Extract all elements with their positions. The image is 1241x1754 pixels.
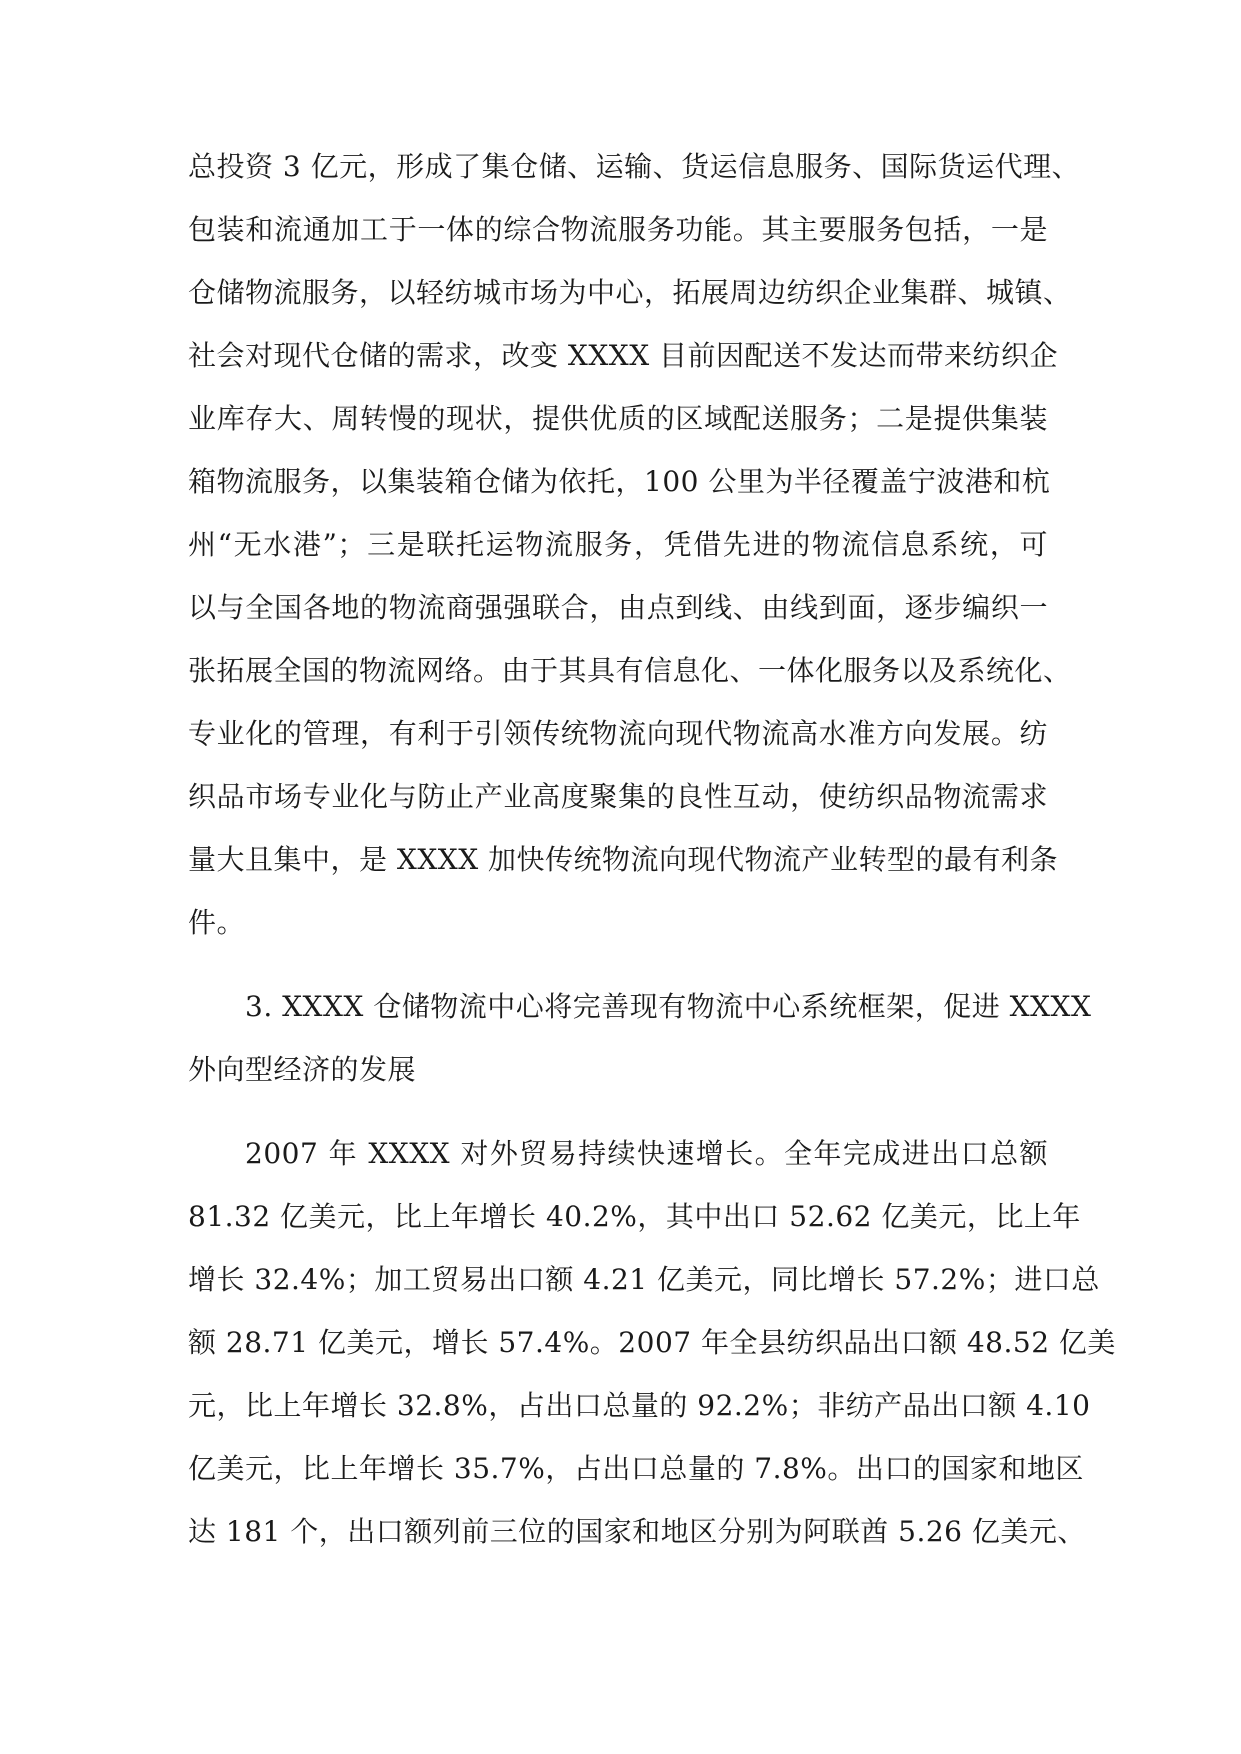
text-line: 以与全国各地的物流商强强联合，由点到线、由线到面，逐步编织一	[188, 591, 1048, 624]
text-line: 件。	[188, 906, 246, 939]
text-line: 箱物流服务，以集装箱仓储为依托，100 公里为半径覆盖宁波港和杭	[188, 465, 1051, 498]
text-line: 元，比上年增长 32.8%，占出口总量的 92.2%；非纺产品出口额 4.10	[188, 1389, 1091, 1422]
section-heading: 外向型经济的发展	[188, 1053, 417, 1086]
text-line: 业库存大、周转慢的现状，提供优质的区域配送服务；二是提供集装	[188, 402, 1048, 435]
text-line: 量大且集中，是 XXXX 加快传统物流向现代物流产业转型的最有利条	[188, 843, 1059, 876]
text-line: 额 28.71 亿美元，增长 57.4%。2007 年全县纺织品出口额 48.52 亿美	[188, 1326, 1116, 1359]
text-line: 仓储物流服务，以轻纺城市场为中心，拓展周边纺织企业集群、城镇、	[188, 276, 1072, 309]
text-line: 织品市场专业化与防止产业高度聚集的良性互动，使纺织品物流需求	[188, 780, 1048, 813]
text-line: 达 181 个，出口额列前三位的国家和地区分别为阿联酋 5.26 亿美元、	[188, 1515, 1086, 1548]
text-line: 社会对现代仓储的需求，改变 XXXX 目前因配送不发达而带来纺织企	[188, 339, 1059, 372]
section-heading: 3. XXXX 仓储物流中心将完善现有物流中心系统框架，促进 XXXX	[245, 990, 1092, 1023]
text-line: 州“无水港”；三是联托运物流服务，凭借先进的物流信息系统，可	[188, 528, 1048, 561]
text-line: 张拓展全国的物流网络。由于其具有信息化、一体化服务以及系统化、	[188, 654, 1072, 687]
text-line: 包装和流通加工于一体的综合物流服务功能。其主要服务包括，一是	[188, 213, 1048, 246]
text-line: 2007 年 XXXX 对外贸易持续快速增长。全年完成进出口总额	[245, 1137, 1048, 1170]
text-line: 81.32 亿美元，比上年增长 40.2%，其中出口 52.62 亿美元，比上年	[188, 1200, 1081, 1233]
text-line: 增长 32.4%；加工贸易出口额 4.21 亿美元，同比增长 57.2%；进口总	[188, 1263, 1100, 1296]
text-line: 专业化的管理，有利于引领传统物流向现代物流高水准方向发展。纺	[188, 717, 1048, 750]
text-line: 亿美元，比上年增长 35.7%，占出口总量的 7.8%。出口的国家和地区	[188, 1452, 1084, 1485]
text-line: 总投资 3 亿元，形成了集仓储、运输、货运信息服务、国际货运代理、	[188, 150, 1081, 183]
